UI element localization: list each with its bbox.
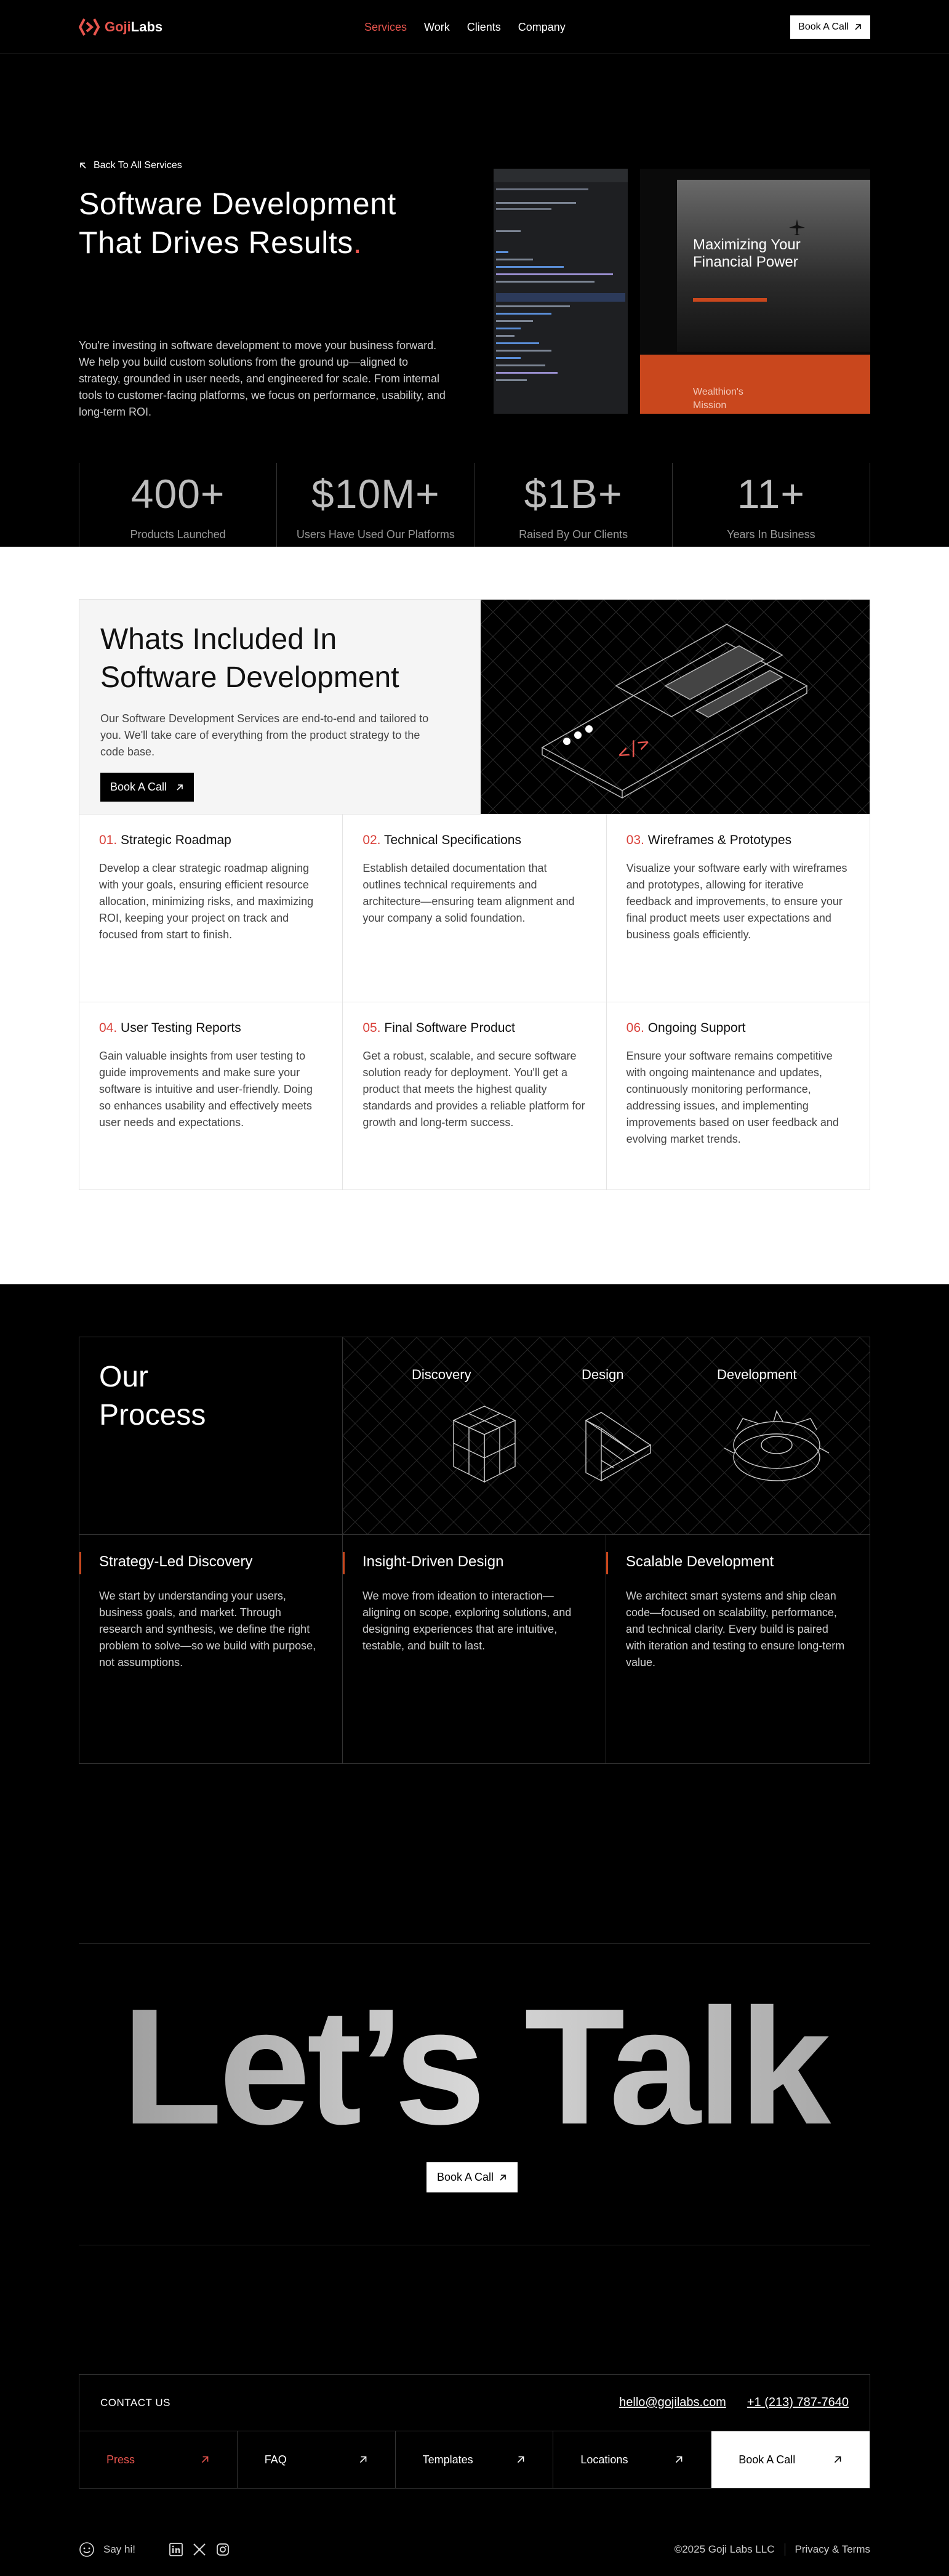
contact-label: CONTACT US xyxy=(100,2396,170,2409)
deliverable-title-text: Strategic Roadmap xyxy=(121,833,231,847)
footer-links xyxy=(79,2431,870,2488)
logo-goji: Goji xyxy=(105,18,131,34)
stat-item xyxy=(474,463,672,552)
arrow-up-right-icon xyxy=(200,2455,210,2465)
deliverable-text: Gain valuable insights from user testing to guide improvements and make sure your software is intuitive and user-friendly. Doing so enhances usability and effectively meets user needs and expectations. xyxy=(99,1050,313,1129)
code-editor-screenshot xyxy=(494,169,628,414)
deliverable-title-text: Final Software Product xyxy=(384,1021,515,1035)
contact-box xyxy=(79,2374,870,2489)
site-hero-title: Maximizing Your Financial Power xyxy=(693,236,801,270)
deliverable-text: Ensure your software remains competitive with ongoing maintenance and updates, continuously monitoring performance, addressing issues, and implementing improvements based on user feedback and evolving market trends. xyxy=(626,1050,839,1145)
hero-description: You're investing in software development to move your business forward. We help you build custom solutions from the ground up—aligned to strategy, grounded in user needs, and engineered for scale. From internal tools to customer-facing platforms, we focus on performance, usability, and long-term ROI. xyxy=(79,339,446,418)
deliverable-title xyxy=(627,1021,850,1036)
deliverable-number: 05. xyxy=(362,1021,381,1035)
footer-link-label: Templates xyxy=(422,2453,473,2466)
contact-details xyxy=(619,2396,849,2410)
nav-link-company[interactable]: Company xyxy=(518,20,566,33)
footer-right xyxy=(675,2543,870,2556)
goji-logo-icon xyxy=(79,18,100,36)
deliverable-number: 02. xyxy=(362,833,381,847)
footer-link-label: FAQ xyxy=(264,2453,287,2466)
process-step-text: We start by understanding your users, business goals, and market. Through research and synthesis, we define the right problem to solve—so we build with purpose, not assumptions. xyxy=(99,1590,316,1668)
hero-title xyxy=(79,185,423,262)
included-description: Our Software Development Services are end-to-end and tailored to you. We'll take care of everything from the product strategy to the code base. xyxy=(100,712,429,758)
nav-link-work[interactable]: Work xyxy=(424,20,450,33)
deliverable-title-text: Wireframes & Prototypes xyxy=(647,833,792,847)
arrow-up-left-icon xyxy=(79,161,87,170)
included-book-call-label: Book A Call xyxy=(110,781,167,793)
stat-value: $1B+ xyxy=(524,471,623,517)
stat-label: Products Launched xyxy=(130,528,226,541)
svg-text:</>: </> xyxy=(614,731,654,766)
stat-value: 400+ xyxy=(130,471,225,517)
deliverable-number: 01. xyxy=(99,833,118,847)
nav-book-call-button[interactable] xyxy=(790,15,870,39)
stat-label: Users Have Used Our Platforms xyxy=(296,528,455,541)
included-book-call-button[interactable] xyxy=(100,773,194,802)
deliverable-card xyxy=(79,1002,343,1190)
talk-book-call-button[interactable] xyxy=(426,2162,518,2192)
privacy-link[interactable]: Privacy & Terms xyxy=(795,2543,870,2555)
deliverable-text: Develop a clear strategic roadmap aligning with your goals, ensuring efficient resource allocation, minimizing risks, and maximizing ROI, keeping your project on track and focused from start to finish. xyxy=(99,862,314,941)
process-intro xyxy=(79,1337,343,1534)
deliverable-card xyxy=(607,1002,870,1190)
instagram-icon[interactable] xyxy=(215,2542,230,2557)
process-step xyxy=(343,1535,606,1763)
contact-section xyxy=(0,2374,949,2576)
process-step xyxy=(79,1535,343,1763)
process-label-design: Design xyxy=(582,1367,624,1382)
logo[interactable] xyxy=(79,18,162,36)
footer-book-call-button[interactable] xyxy=(711,2431,870,2488)
stat-value: $10M+ xyxy=(311,471,440,517)
footer-link-faq[interactable] xyxy=(238,2431,396,2488)
hero-title-text: Software Development That Drives Results xyxy=(79,187,396,260)
deliverable-title-text: Ongoing Support xyxy=(647,1021,746,1035)
smiley-icon xyxy=(79,2542,95,2558)
stat-item xyxy=(672,463,870,552)
contact-row xyxy=(79,2375,870,2431)
process-step-title: Scalable Development xyxy=(626,1553,774,1570)
nav-book-call-label: Book A Call xyxy=(798,21,849,32)
nav-link-services[interactable]: Services xyxy=(364,20,407,33)
arrow-up-right-icon xyxy=(854,23,862,31)
process-step xyxy=(606,1535,870,1763)
linkedin-icon[interactable] xyxy=(169,2542,183,2557)
included-header xyxy=(79,599,870,815)
site-mission-label: Wealthion's Mission xyxy=(693,387,743,411)
arrow-up-right-icon xyxy=(516,2455,526,2465)
arrow-up-right-icon xyxy=(833,2455,843,2465)
airplane-icon xyxy=(788,218,806,236)
deliverable-title xyxy=(362,833,586,848)
stat-value: 11+ xyxy=(737,471,805,517)
say-hi-text: Say hi! xyxy=(103,2543,135,2555)
deliverable-card xyxy=(607,815,870,1002)
deliverable-card xyxy=(79,815,343,1002)
social-links xyxy=(169,2542,230,2557)
deliverables-grid xyxy=(79,815,870,1190)
included-section xyxy=(0,547,949,1284)
footer-left xyxy=(79,2542,230,2558)
footer-link-templates[interactable] xyxy=(396,2431,554,2488)
lets-talk-heading: Let’s Talk xyxy=(0,1974,949,2159)
arrow-up-right-icon xyxy=(499,2173,507,2182)
arrow-up-right-icon xyxy=(674,2455,684,2465)
deliverable-title-text: User Testing Reports xyxy=(121,1021,241,1035)
process-step-title: Strategy-Led Discovery xyxy=(99,1553,253,1570)
process-steps xyxy=(79,1535,870,1764)
deliverable-number: 06. xyxy=(626,1021,644,1035)
deliverable-title xyxy=(627,833,850,848)
contact-phone-link[interactable]: +1 (213) 787-7640 xyxy=(747,2396,849,2409)
deliverable-title-text: Technical Specifications xyxy=(384,833,521,847)
arrow-up-right-icon xyxy=(175,783,184,792)
stat-item xyxy=(276,463,474,552)
process-title: Our Process xyxy=(99,1361,206,1431)
stats-row xyxy=(79,463,870,552)
included-illustration xyxy=(481,600,870,814)
deliverable-title xyxy=(99,833,322,848)
deliverable-text: Get a robust, scalable, and secure software solution ready for deployment. You'll get a product that meets the highest quality standards and provides a reliable platform for growth and long-term success. xyxy=(362,1050,585,1129)
lets-talk-section xyxy=(0,1943,949,2374)
footer-link-label: Book A Call xyxy=(739,2453,796,2466)
process-step-text: We architect smart systems and ship clean code—focused on scalability, performance, and technical clarity. Every build is paired with iteration and testing to ensure long-term value. xyxy=(626,1590,845,1668)
arrow-up-right-icon xyxy=(358,2455,368,2465)
stat-label: Years In Business xyxy=(727,528,815,541)
footer-link-label: Locations xyxy=(580,2453,628,2466)
footer-link-locations[interactable] xyxy=(553,2431,711,2488)
deliverable-card xyxy=(343,815,606,1002)
back-link-label: Back To All Services xyxy=(94,160,182,171)
process-illustration xyxy=(343,1337,870,1534)
hero-title-dot: . xyxy=(353,225,362,260)
nav-links xyxy=(364,0,566,54)
deliverable-number: 04. xyxy=(99,1021,118,1035)
top-nav xyxy=(0,0,949,54)
process-step-text: We move from ideation to interaction—aligning on scope, exploring solutions, and designing experiences that are intuitive, testable, and built to last. xyxy=(362,1590,572,1652)
contact-email-link[interactable]: hello@gojilabs.com xyxy=(619,2396,726,2409)
process-label-development: Development xyxy=(717,1367,797,1382)
process-label-discovery: Discovery xyxy=(412,1367,471,1382)
deliverable-title xyxy=(99,1021,322,1036)
deliverable-card xyxy=(343,1002,606,1190)
talk-book-call-label: Book A Call xyxy=(437,2171,494,2183)
footer-link-label: Press xyxy=(106,2453,135,2466)
process-header xyxy=(79,1337,870,1535)
deliverable-text: Visualize your software early with wireframes and prototypes, allowing for iterative feedback and improvements, to ensure your final product meets user expectations and business goals efficiently. xyxy=(626,862,847,941)
copyright-text: ©2025 Goji Labs LLC xyxy=(674,2543,775,2555)
hero-section xyxy=(0,0,949,547)
back-link[interactable] xyxy=(79,160,182,171)
included-intro xyxy=(79,600,481,814)
deliverable-number: 03. xyxy=(626,833,644,847)
deliverable-text: Establish detailed documentation that outlines technical requirements and architecture—ensuring team alignment and your company a solid foundation. xyxy=(362,862,575,924)
stat-item xyxy=(79,463,276,552)
footer-bar xyxy=(79,2542,870,2558)
hero xyxy=(0,54,949,547)
footer-link-press[interactable] xyxy=(79,2431,238,2488)
process-step-title: Insight-Driven Design xyxy=(362,1553,504,1570)
logo-labs: Labs xyxy=(130,18,163,34)
code-lines-image xyxy=(496,183,625,414)
code-device-illustration xyxy=(481,600,870,814)
included-title: Whats Included In Software Development xyxy=(100,623,399,694)
website-screenshot xyxy=(640,169,870,414)
x-twitter-icon[interactable] xyxy=(192,2542,207,2557)
nav-link-clients[interactable]: Clients xyxy=(466,20,501,33)
process-section xyxy=(0,1284,949,1943)
stat-label: Raised By Our Clients xyxy=(519,528,628,541)
deliverable-title xyxy=(362,1021,586,1036)
